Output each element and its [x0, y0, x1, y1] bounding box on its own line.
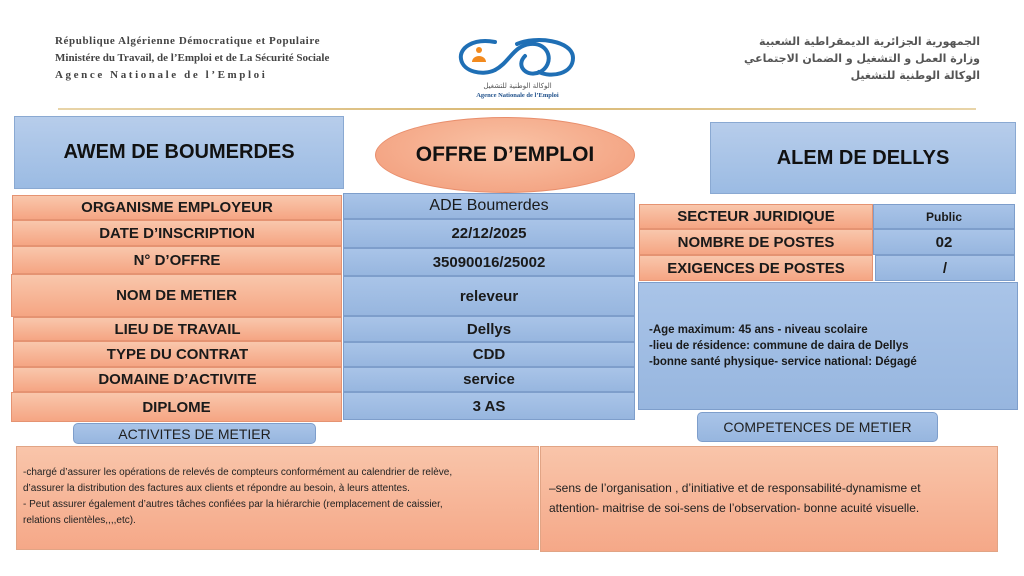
value-secteur	[873, 204, 1015, 229]
value-organisme	[343, 193, 635, 219]
header-fr-republic: République Algérienne Démocratique et Populaire	[55, 35, 321, 47]
label-text: NOMBRE DE POSTES	[677, 233, 835, 251]
value-domaine	[343, 367, 635, 392]
value-date	[343, 219, 635, 248]
label-text: TYPE DU CONTRAT	[106, 345, 249, 363]
value-metier	[343, 276, 635, 316]
value-text: Public	[925, 209, 962, 224]
value-diplome	[343, 392, 635, 420]
label-organisme	[12, 195, 342, 220]
title-alem	[710, 122, 1016, 194]
label-text: N° D’OFFRE	[133, 251, 221, 269]
label-numero	[12, 246, 342, 274]
header-ar-republic: الجمهورية الجزائرية الديمقراطية الشعبية	[759, 35, 980, 48]
value-nombre-postes	[873, 229, 1015, 255]
label-text: DATE D’INSCRIPTION	[99, 224, 255, 242]
competence-line: attention- maitrise de soi-sens de l’observation- bonne acuité visuelle.	[549, 501, 920, 515]
value-text: 02	[935, 233, 953, 251]
requirements-box	[638, 282, 1018, 410]
value-text: 3 AS	[472, 397, 506, 415]
value-text: service	[463, 371, 515, 388]
requirement-item: -bonne santé physique- service national: Dégagé	[649, 356, 917, 368]
value-text: /	[942, 259, 948, 277]
activity-line: d’assurer la distribution des factures aux clients et répondre au besoin, à leurs attentes.	[23, 483, 410, 494]
logo-french-name: Agence Nationale de l’Emploi	[476, 92, 559, 99]
title-offre-text: OFFRE D’EMPLOI	[415, 143, 595, 166]
activity-line: -chargé d’assurer les opérations de relevés de compteurs conformément au calendrier de relève,	[23, 467, 453, 478]
header-french	[55, 33, 329, 84]
value-text: releveur	[459, 287, 519, 305]
label-diplome	[11, 392, 342, 422]
label-exigences	[639, 255, 873, 281]
logo-arabic-name: الوكالة الوطنية للتشغيل	[483, 82, 552, 90]
requirement-item: -lieu de résidence: commune de daira de Dellys	[649, 340, 909, 352]
value-text: 22/12/2025	[451, 225, 527, 242]
label-text: DOMAINE D’ACTIVITE	[98, 371, 257, 388]
value-lieu	[343, 316, 635, 342]
label-metier	[11, 274, 342, 317]
activites-title-text: ACTIVITES DE METIER	[118, 425, 271, 442]
header-ar-agency: الوكالة الوطنية للتشغيل	[850, 69, 980, 82]
value-text: 35090016/25002	[432, 253, 546, 271]
anem-logo-icon	[455, 32, 580, 82]
label-text: SECTEUR JURIDIQUE	[677, 208, 835, 225]
title-awem	[14, 116, 344, 189]
label-nombre-postes	[639, 229, 873, 255]
label-domaine	[13, 367, 342, 392]
label-text: ORGANISME EMPLOYEUR	[81, 199, 273, 216]
competences-title-text: COMPETENCES DE METIER	[723, 419, 912, 435]
label-lieu	[13, 317, 342, 341]
competences-box	[540, 446, 998, 552]
header-arabic	[744, 33, 980, 84]
value-text: CDD	[472, 346, 506, 363]
title-awem-text: AWEM DE BOUMERDES	[63, 141, 295, 163]
value-contrat	[343, 342, 635, 367]
competences-title	[697, 412, 938, 442]
value-text: Dellys	[466, 320, 512, 338]
activites-box	[16, 446, 539, 550]
label-secteur	[639, 204, 873, 229]
value-exigences	[875, 255, 1015, 281]
header-fr-ministry: Ministére du Travail, de l’Emploi et de La Sécurité Sociale	[55, 52, 330, 64]
label-text: EXIGENCES DE POSTES	[667, 259, 845, 277]
label-contrat	[13, 341, 342, 367]
activity-line: - Peut assurer également d’autres tâches confiées par la hiérarchie (remplacement de caissier,	[23, 499, 443, 510]
header-ar-ministry: وزارة العمل و التشغيل و الضمان الاجتماعي	[744, 52, 980, 65]
label-date	[12, 220, 342, 246]
requirement-item: -Age maximum: 45 ans - niveau scolaire	[649, 324, 868, 336]
value-numero	[343, 248, 635, 276]
agency-logo	[455, 32, 580, 104]
header-divider	[58, 108, 976, 110]
activity-line: relations clientèles,,,,etc).	[23, 515, 136, 526]
header-fr-agency: Agence Nationale de l’Emploi	[55, 69, 268, 81]
title-offre-emploi	[375, 117, 635, 193]
label-text: DIPLOME	[142, 398, 211, 416]
value-text: ADE Boumerdes	[429, 197, 549, 214]
activites-title	[73, 423, 316, 444]
title-alem-text: ALEM DE DELLYS	[776, 146, 950, 169]
label-text: NOM DE METIER	[116, 287, 237, 304]
label-text: LIEU DE TRAVAIL	[114, 320, 241, 338]
competence-line: –sens de l’organisation , d’initiative et de responsabilité-dynamisme et	[549, 481, 921, 495]
